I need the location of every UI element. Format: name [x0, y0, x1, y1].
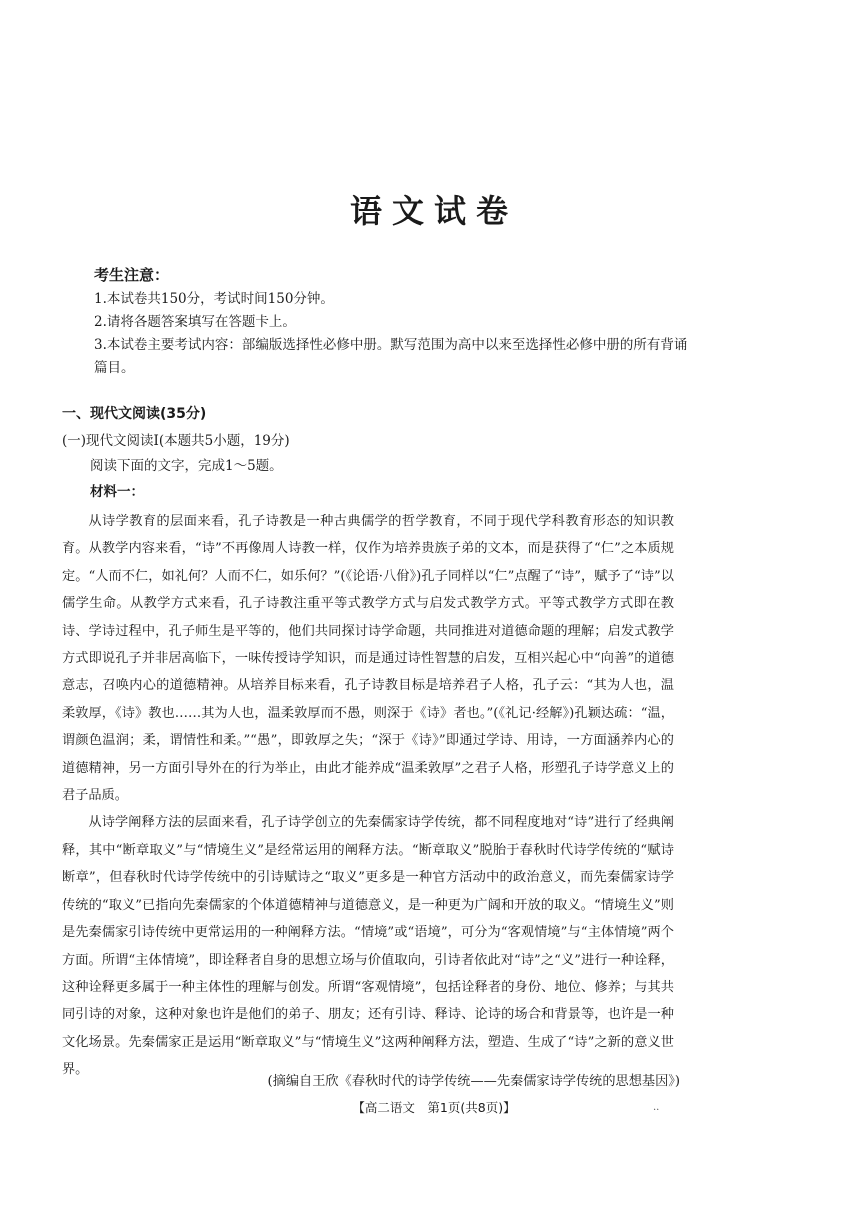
notice-heading: 考生注意：: [94, 266, 170, 284]
notice-item-3: 3.本试卷主要考试内容：部编版选择性必修中册。默写范围为高中以来至选择性必修中册的所有背诵篇目。: [94, 337, 688, 376]
exam-title: 语文试卷: [349, 192, 518, 230]
material-label: 材料一：: [90, 484, 144, 500]
section-heading: 一、现代文阅读(35分): [62, 406, 207, 422]
notice-item-1: 1.本试卷共150分，考试时间150分钟。: [94, 291, 334, 307]
page-footer: 【高二语文 第1页(共8页)】: [352, 1100, 516, 1115]
source-citation: (摘编自王欣《春秋时代的诗学传统——先秦儒家诗学传统的思想基因》): [267, 1074, 680, 1089]
paragraph-2: 从诗学阐释方法的层面来看，孔子诗学创立的先秦儒家诗学传统，都不同程度地对“诗”进行了经典阐释，其中“断章取义”与“情境生义”是经常运用的阐释方法。“断章取义”脱胎于春秋时代诗学传统的“赋诗断章”，但春秋时代诗学传统中的引诗赋诗之“取义”更多是一种官方活动中的政治意义，而先秦儒家诗学传统的“取义”已指向先秦儒家的个体道德精神与道德意义，是一种更为广阔和开放的取义。“情境生义”则是先秦儒家引诗传统中更常运用的一种阐释方法。“情境”或“语境”，可分为“客观情境”与“主体情境”两个方面。所谓“主体情境”，即诠释者自身的思想立场与价值取向，引诗者依此对“诗”之“义”进行一种诠释，这种诠释更多属于一种主体性的理解与创发。所谓“客观情境”，包括诠释者的身份、地位、修养；与其共同引诗的对象，这种对象也许是他们的弟子、朋友；还有引诗、释诗、论诗的场合和背景等，也许是一种文化场景。先秦儒家正是运用“断章取义”与“情境生义”这两种阐释方法，塑造、生成了“诗”之新的意义世界。: [62, 815, 674, 1078]
subsection-heading: (一)现代文阅读Ⅰ(本题共5小题，19分): [62, 433, 290, 449]
candidate-notice: [94, 262, 694, 380]
notice-item-2: 2.请将各题答案填写在答题卡上。: [94, 314, 296, 330]
reading-instruction: 阅读下面的文字，完成1～5题。: [90, 458, 283, 474]
paragraph-1: 从诗学教育的层面来看，孔子诗教是一种古典儒学的哲学教育，不同于现代学科教育形态的知识教育。从教学内容来看，“诗”不再像周人诗教一样，仅作为培养贵族子弟的文本，而是获得了“仁”之本质规定。“人而不仁，如礼何？人而不仁，如乐何？”(《论语·八佾》)孔子同样以“仁”点醒了“诗”，赋予了“诗”以儒学生命。从教学方式来看，孔子诗教注重平等式教学方式与启发式教学方式。平等式教学方式即在教诗、学诗过程中，孔子师生是平等的，他们共同探讨诗学命题，共同推进对道德命题的理解；启发式教学方式即说孔子并非居高临下，一味传授诗学知识，而是通过诗性智慧的启发，互相兴起心中“向善”的道德意志，召唤内心的道德精神。从培养目标来看，孔子诗教目标是培养君子人格，孔子云：“其为人也，温柔敦厚，《诗》教也……其为人也，温柔敦厚而不愚，则深于《诗》者也。”(《礼记·经解》)孔颖达疏：“温，谓颜色温润；柔，谓情性和柔。”“愚”，即敦厚之失；“深于《诗》”即通过学诗、用诗，一方面涵养内心的道德精神，另一方面引导外在的行为举止，由此才能养成“温柔敦厚”之君子人格，形塑孔子诗学意义上的君子品质。: [62, 514, 674, 804]
corner-mark: ..: [653, 1102, 660, 1113]
material-text: [62, 508, 674, 1084]
